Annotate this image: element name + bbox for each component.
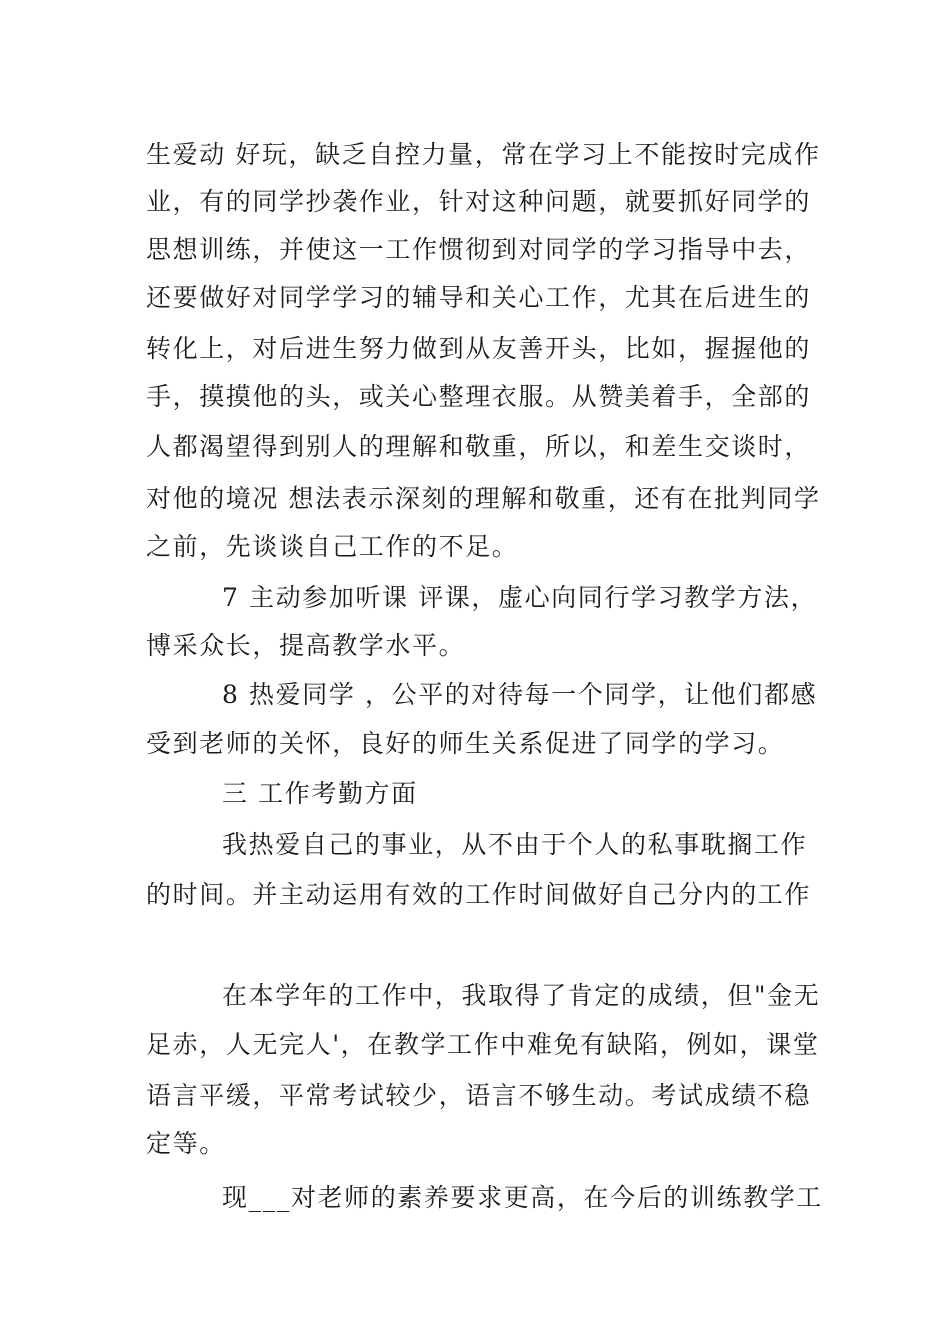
paragraph-line: 转化上，对后进生努力做到从友善开头，比如，握握他的 (146, 334, 812, 363)
paragraph-line: 还要做好对同学学习的辅导和关心工作，尤其在后进生的 (146, 283, 812, 312)
section-heading: 三 工作考勤方面 (222, 779, 418, 808)
paragraph-line: 语言平缓，平常考试较少，语言不够生动。考试成绩不稳 (146, 1081, 812, 1110)
paragraph-line: 受到老师的关怀，良好的师生关系促进了同学的学习。 (146, 729, 785, 758)
paragraph-line: 现___对老师的素养要求更高，在今后的训练教学工 (222, 1183, 823, 1212)
paragraph-line: 我热爱自己的事业，从不由于个人的私事耽搁工作 (222, 830, 808, 859)
paragraph-line: 手，摸摸他的头，或关心整理衣服。从赞美着手，全部的 (146, 382, 812, 411)
paragraph-line: 7 主动参加听课 评课，虚心向同行学习教学方法， (222, 583, 818, 612)
paragraph-line: 之前，先谈谈自己工作的不足。 (146, 532, 519, 561)
paragraph-line: 生爱动 好玩，缺乏自控力量，常在学习上不能按时完成作 (146, 140, 821, 169)
paragraph-line: 业，有的同学抄袭作业，针对这种问题，就要抓好同学的 (146, 187, 812, 216)
paragraph-line: 人都渴望得到别人的理解和敬重，所以，和差生交谈时， (146, 432, 812, 461)
paragraph-line: 在本学年的工作中，我取得了肯定的成绩，但"金无 (222, 981, 821, 1010)
paragraph-line: 足赤，人无完人'，在教学工作中难免有缺陷，例如，课堂 (146, 1030, 820, 1059)
paragraph-line: 博采众长，提高教学水平。 (146, 631, 466, 660)
paragraph-line: 的时间。并主动运用有效的工作时间做好自己分内的工作 (146, 880, 812, 909)
paragraph-line: 对他的境况 想法表示深刻的理解和敬重，还有在批判同学 (146, 484, 821, 513)
paragraph-line: 定等。 (146, 1129, 226, 1158)
paragraph-line: 思想训练，并使这一工作惯彻到对同学的学习指导中去， (146, 235, 812, 264)
paragraph-line: 8 热爱同学 ，公平的对待每一个同学，让他们都感 (222, 680, 818, 709)
